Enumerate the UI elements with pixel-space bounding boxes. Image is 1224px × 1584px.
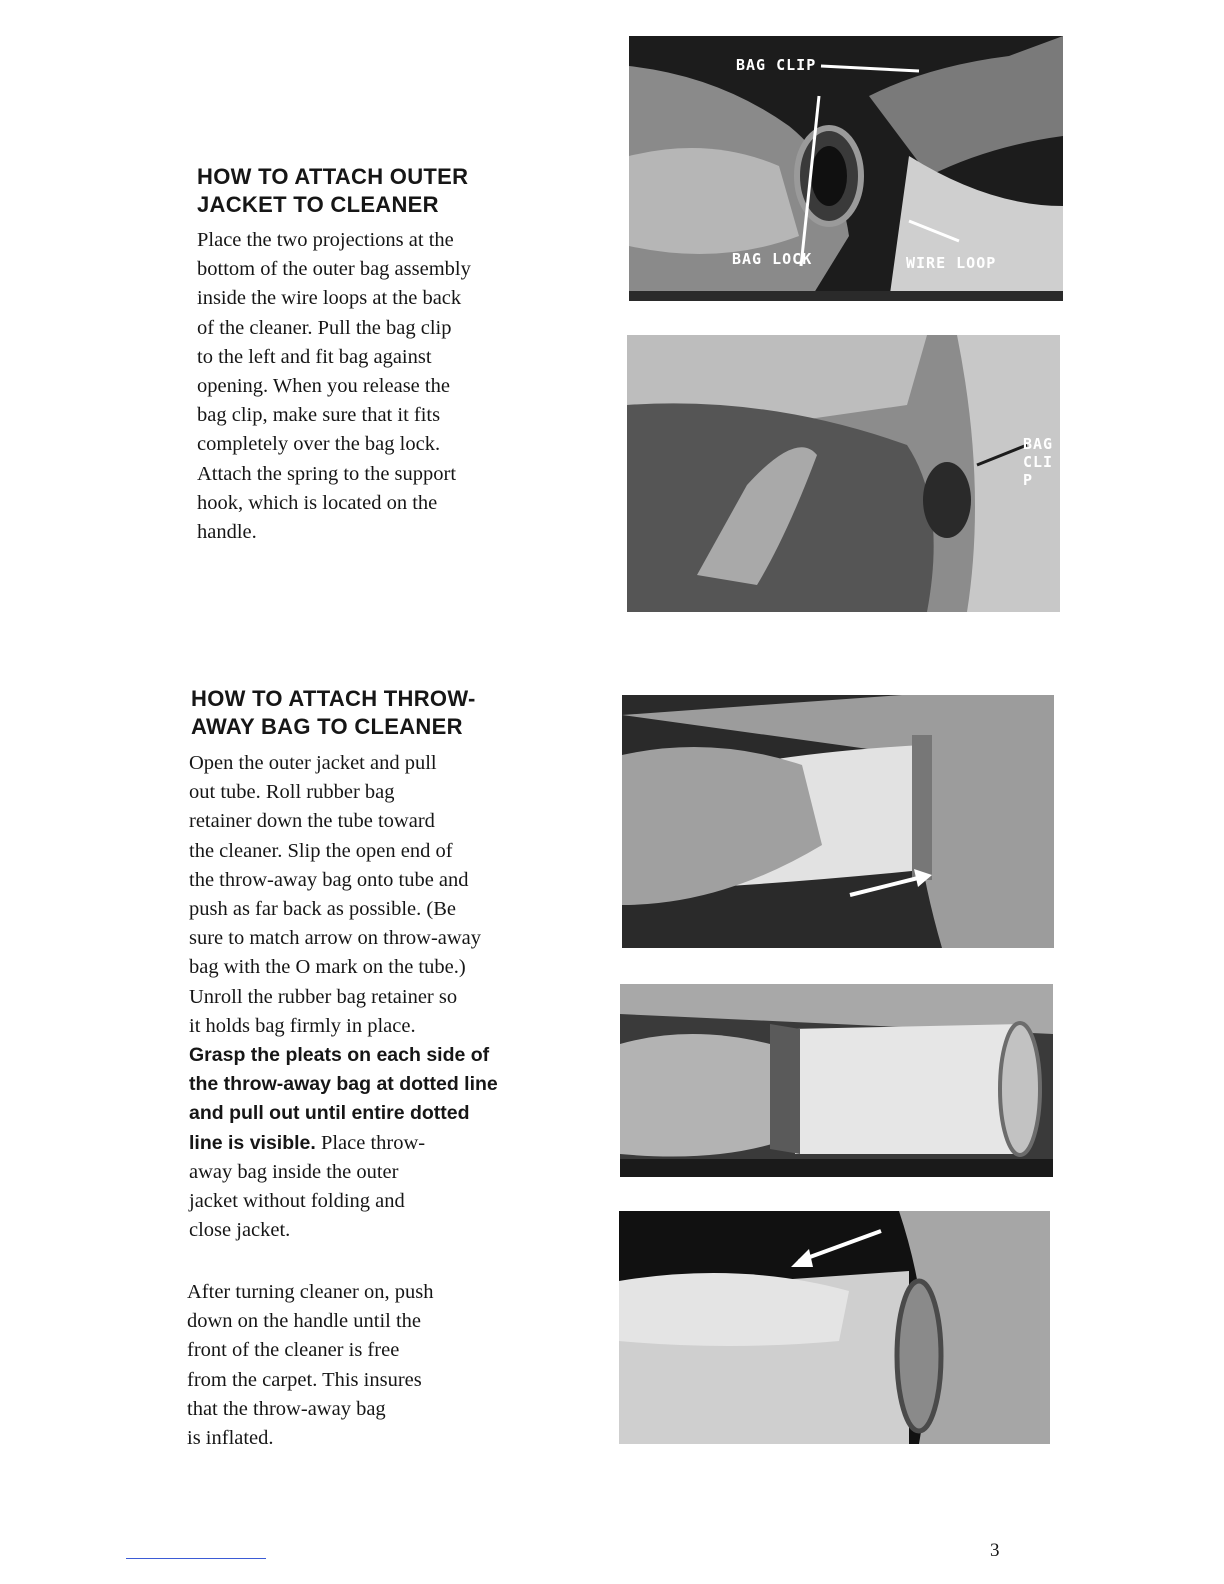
body-line: inside the wire loops at the back bbox=[197, 287, 462, 310]
section1-body bbox=[197, 226, 471, 547]
bold-line-mixed bbox=[189, 1129, 498, 1158]
body-line: front of the cleaner is free bbox=[187, 1339, 400, 1362]
body-line: push as far back as possible. (Be bbox=[189, 898, 457, 921]
label-wire-loop: WIRE LOOP bbox=[906, 254, 997, 272]
section2-heading-line-2: AWAY BAG TO CLEANER bbox=[191, 714, 463, 739]
body-line: Unroll the rubber bag retainer so bbox=[189, 985, 458, 1008]
body-line: opening. When you release the bbox=[197, 375, 450, 398]
body-line: bag clip, make sure that it fits bbox=[197, 404, 441, 427]
body-line: it holds bag firmly in place. bbox=[189, 1014, 416, 1037]
body-line: the throw-away bag onto tube and bbox=[189, 868, 469, 891]
body-line: down on the handle until the bbox=[187, 1310, 421, 1333]
body-line: bag with the O mark on the tube.) bbox=[189, 956, 466, 979]
section2-paragraph2 bbox=[187, 1278, 434, 1453]
section1-heading-line-1: HOW TO ATTACH OUTER bbox=[197, 164, 469, 189]
body-line: the cleaner. Slip the open end of bbox=[189, 839, 453, 862]
body-line: hook, which is located on the bbox=[197, 491, 438, 514]
body-line: completely over the bag lock. bbox=[197, 433, 441, 456]
photo-bag-arrow-icon bbox=[619, 1211, 1050, 1444]
body-line: close jacket. bbox=[189, 1219, 291, 1242]
body-line: away bag inside the outer bbox=[189, 1160, 399, 1183]
label-bag-clip: BAG CLIP bbox=[736, 56, 817, 74]
photo-retainer-icon bbox=[620, 984, 1053, 1177]
label-bag-lock: BAG LOCK bbox=[732, 250, 813, 268]
body-line: bottom of the outer bag assembly bbox=[197, 258, 471, 281]
body-line: from the carpet. This insures bbox=[187, 1368, 422, 1391]
body-line: After turning cleaner on, push bbox=[187, 1281, 434, 1303]
bold-line: and pull out until entire dotted bbox=[189, 1102, 470, 1125]
photo-bag-clip-icon bbox=[629, 36, 1063, 301]
bold-fragment: line is visible. bbox=[189, 1131, 316, 1154]
body-line: is inflated. bbox=[187, 1427, 274, 1450]
photo-bag-clip-closeup-icon bbox=[627, 335, 1060, 612]
label-bag-clip-closeup: BAG CLIP bbox=[1023, 435, 1054, 489]
body-line: Place the two projections at the bbox=[197, 229, 454, 251]
section2-heading bbox=[191, 685, 476, 741]
body-line: Open the outer jacket and pull bbox=[189, 752, 437, 774]
body-line: of the cleaner. Pull the bag clip bbox=[197, 316, 452, 339]
body-line: to the left and fit bag against bbox=[197, 345, 432, 368]
body-line: that the throw-away bag bbox=[187, 1397, 386, 1420]
photo-tube-arrow-icon bbox=[622, 695, 1054, 948]
body-line: sure to match arrow on throw-away bbox=[189, 927, 482, 950]
bold-line: Grasp the pleats on each side of bbox=[189, 1044, 490, 1067]
footer-rule bbox=[126, 1558, 266, 1559]
body-line: handle. bbox=[197, 521, 257, 544]
regular-fragment: Place throw- bbox=[315, 1131, 426, 1154]
body-line: out tube. Roll rubber bag bbox=[189, 781, 395, 804]
section1-heading-line-2: JACKET TO CLEANER bbox=[197, 192, 439, 217]
bold-line: the throw-away bag at dotted line bbox=[189, 1073, 498, 1096]
body-line: jacket without folding and bbox=[189, 1190, 405, 1213]
page-number: 3 bbox=[990, 1540, 1000, 1561]
body-line: Attach the spring to the support bbox=[197, 462, 457, 485]
section2-heading-line-1: HOW TO ATTACH THROW- bbox=[191, 686, 476, 711]
section2-body bbox=[189, 749, 498, 1245]
section1-heading bbox=[197, 163, 468, 219]
body-line: retainer down the tube toward bbox=[189, 810, 435, 833]
